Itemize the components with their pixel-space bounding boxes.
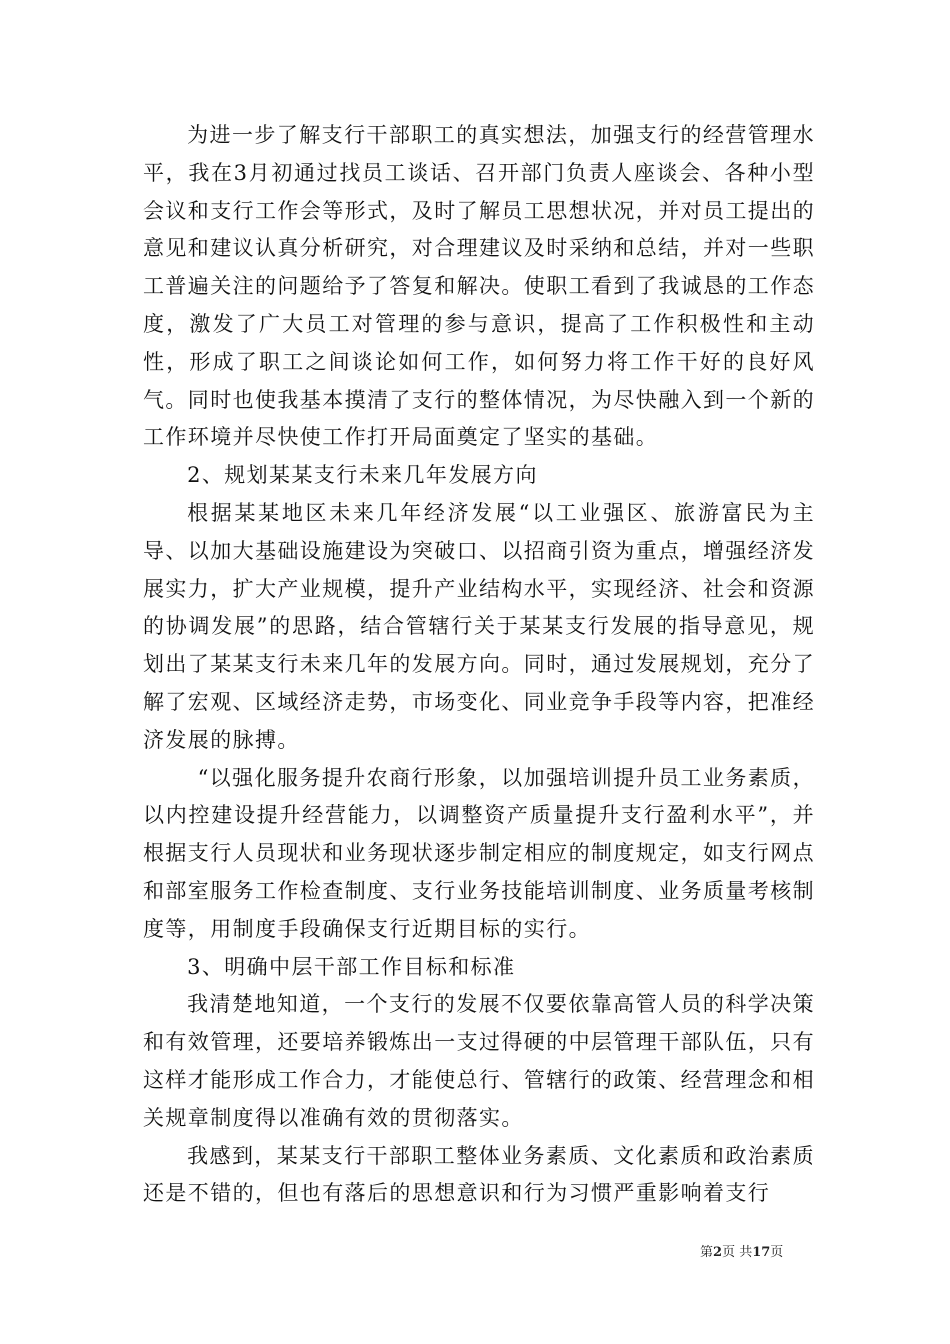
- paragraph-development-plan: 根据某某地区未来几年经济发展“以工业强区、旅游富民为主导、以加大基础设施建设为突破口、以招商引资为重点，增强经济发展实力，扩大产业规模，提升产业结构水平，实现经济、社会和资源的协调发展”的思路，结合管辖行关于某某支行发展的指导意见，规划出了某某支行未来几年的发展方向。同时，通过发展规划，充分了解了宏观、区域经济走势，市场变化、同业竞争手段等内容，把准经济发展的脉搏。: [143, 500, 815, 752]
- footer-suffix: 页: [770, 1245, 784, 1260]
- document-body: [143, 117, 815, 1213]
- total-pages-number: 17: [752, 1245, 771, 1260]
- page-number-footer: [700, 1245, 820, 1261]
- paragraph-service-goals: “以强化服务提升农商行形象，以加强培训提升员工业务素质，以内控建设提升经营能力，以调整资产质量提升支行盈利水平”，并根据支行人员现状和业务现状逐步制定相应的制度规定，如支行网点和部室服务工作检查制度、支行业务技能培训制度、业务质量考核制度等，用制度手段确保支行近期目标的实行。: [143, 765, 815, 941]
- section-heading-2: 2、规划某某支行未来几年发展方向: [187, 463, 538, 488]
- paragraph-middle-managers: 我清楚地知道，一个支行的发展不仅要依靠高管人员的科学决策和有效管理，还要培养锻炼出一支过得硬的中层管理干部队伍，只有这样才能形成工作合力，才能使总行、管辖行的政策、经营理念和相关规章制度得以准确有效的贯彻落实。: [143, 992, 815, 1130]
- footer-prefix: 第: [700, 1245, 714, 1260]
- section-heading-3: 3、明确中层干部工作目标和标准: [187, 954, 516, 979]
- current-page-number: 2: [713, 1245, 723, 1260]
- footer-middle: 页 共: [722, 1245, 753, 1260]
- paragraph-understanding-staff: 为进一步了解支行干部职工的真实想法，加强支行的经营管理水平，我在3月初通过找员工谈话、召开部门负责人座谈会、各种小型会议和支行工作会等形式，及时了解员工思想状况，并对员工提出的意见和建议认真分析研究，对合理建议及时采纳和总结，并对一些职工普遍关注的问题给予了答复和解决。使职工看到了我诚恳的工作态度，激发了广大员工对管理的参与意识，提高了工作积极性和主动性，形成了职工之间谈论如何工作，如何努力将工作干好的良好风气。同时也使我基本摸清了支行的整体情况，为尽快融入到一个新的工作环境并尽快使工作打开局面奠定了坚实的基础。: [143, 123, 815, 450]
- paragraph-staff-quality: 我感到，某某支行干部职工整体业务素质、文化素质和政治素质还是不错的，但也有落后的思想意识和行为习惯严重影响着支行: [143, 1143, 815, 1206]
